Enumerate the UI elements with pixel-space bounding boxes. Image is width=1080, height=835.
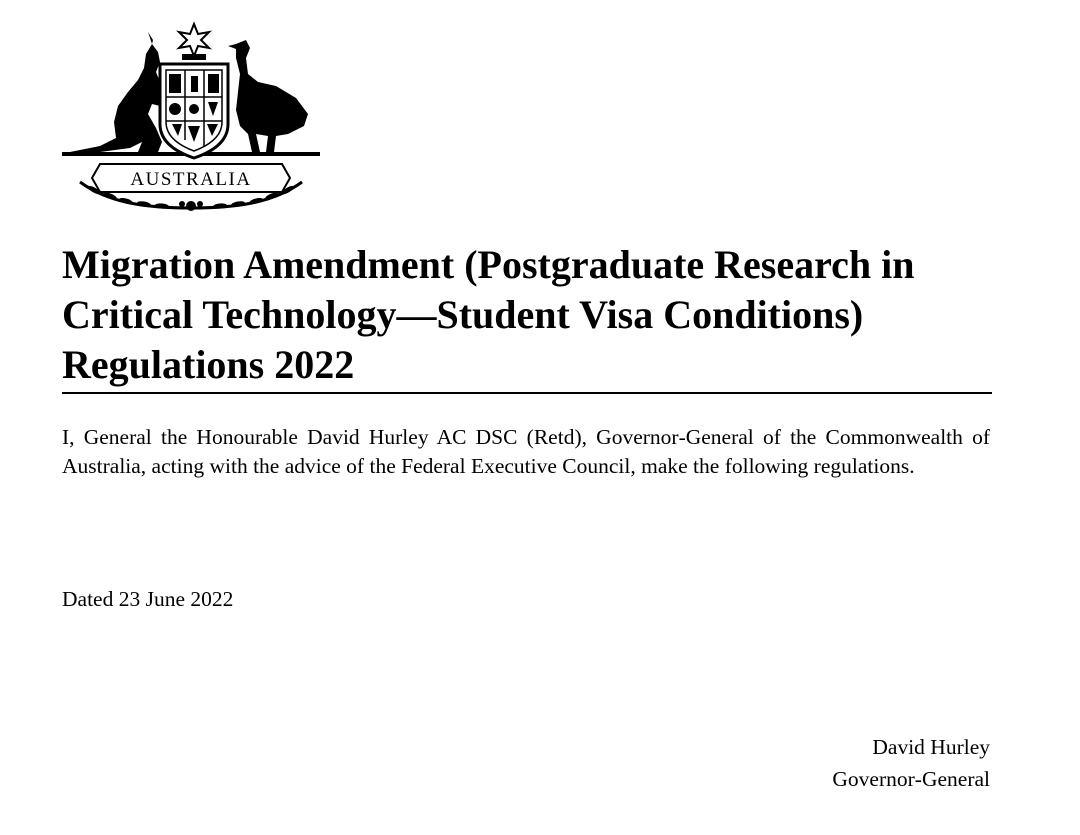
enacting-statement: I, General the Honourable David Hurley AC DSC (Retd), Governor‑General of the Commonwealth of Australia, acting with the advice of the Federal Executive Council, make the following regulations. [62,425,990,478]
crest-banner-label: AUSTRALIA [130,169,252,190]
signatory-name: David Hurley [872,735,990,759]
signatory-title: Governor‑General [832,767,990,791]
document-title: Migration Amendment (Postgraduate Research in Critical Technology—Student Visa Conditions) Regulations 2022 [62,240,992,394]
date-line: Dated 23 June 2022 [62,587,234,611]
coat-of-arms-icon [60,18,322,214]
signature-block [832,731,990,795]
